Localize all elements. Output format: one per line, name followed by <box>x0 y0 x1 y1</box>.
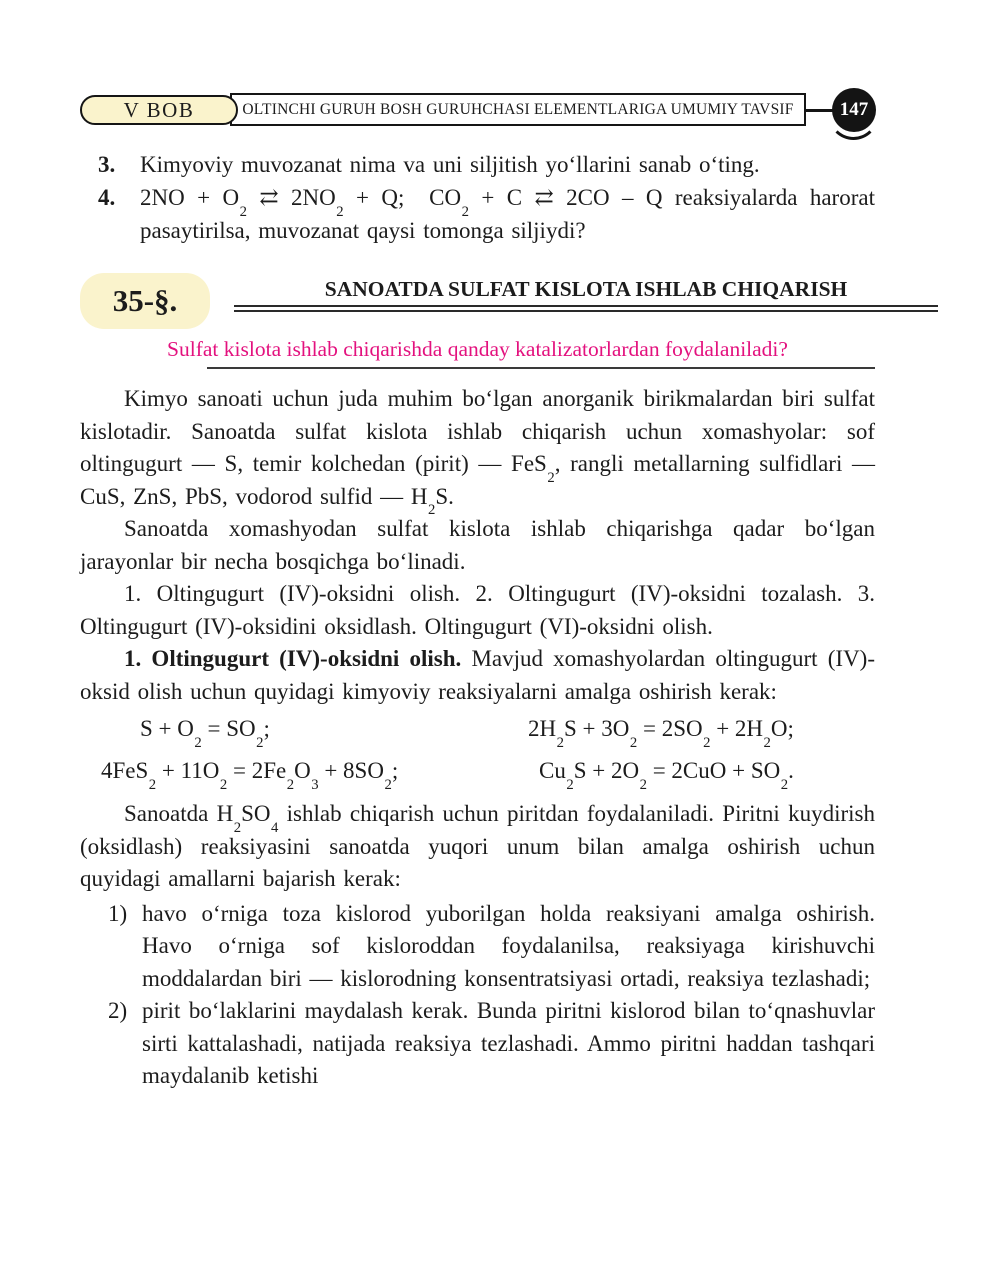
section-title-block <box>234 273 938 329</box>
page-number: 147 <box>832 88 876 132</box>
paragraph-pyrite-usage: Sanoatda $H_2SO_4$ ishlab chiqarish uchun piritdan foydalaniladi. Piritni kuydirish (oksidlash) reaksiyasini sanoatda yuqori unum bilan amalga oshirish uchun quyidagi amallarni bajarish kerak: <box>80 801 875 891</box>
step-number: 1) <box>108 900 128 926</box>
question-text: Kimyoviy muvozanat nima va uni siljitish yo‘llarini sanab o‘ting. <box>140 152 760 177</box>
equation-pyrite: $4FeS_2 + 11O_2 = 2Fe_2O_3 + 8SO_2$; <box>101 758 399 793</box>
section-title: SANOATDA SULFAT KISLOTA ISHLAB CHIQARISH <box>324 277 848 301</box>
lead-question: Sulfat kislota ishlab chiqarishda qanday katalizatorlardan foydalaniladi? <box>167 337 788 361</box>
page-header <box>80 93 875 127</box>
review-question-3 <box>80 148 875 181</box>
lead-question-rule <box>207 367 875 369</box>
paragraph-so2-production <box>80 643 875 708</box>
page-number-badge <box>832 88 876 132</box>
question-text: $2NO + O_2$ ⇄ $2NO_2 + Q$; $CO_2 + C$ ⇄ 2CO – Q reaksiyalarda harorat pasaytirilsa, muvozanat qaysi tomonga siljiydi? <box>140 185 875 243</box>
chapter-badge: V BOB <box>80 95 238 125</box>
step-text: havo o‘rniga toza kislorod yuborilgan holda reaksiyani amalga oshirish. Havo o‘rniga sof kisloroddan foydalanilsa, reaksiyaga kirishuvchi moddalardan biri — kislorodning konsentratsiyasi ortadi, reaksiya tezlashadi; <box>142 900 875 991</box>
equation-hydrogen-sulfide: $2H_2S + 3O_2 = 2SO_2 + 2H_2O$; <box>528 716 794 751</box>
paragraph-stages-list: 1. Oltingugurt (IV)-oksidni olish. 2. Oltingugurt (IV)-oksidni tozalash. 3. Oltingugurt (IV)-oksidini oksidlash. Oltingugurt (VI)-oksidni olish. <box>80 581 875 639</box>
section-number-badge: 35-§. <box>80 273 210 329</box>
review-question-4 <box>80 181 875 247</box>
section-title-rule <box>234 305 938 312</box>
step-number: 2) <box>108 998 128 1023</box>
step-item-2 <box>80 995 875 1093</box>
step-item-1 <box>80 898 875 996</box>
paragraph-bold-lead: 1. Oltingugurt (IV)-oksidni olish. <box>124 646 462 671</box>
question-number: 4. <box>98 185 116 210</box>
question-number: 3. <box>98 152 116 177</box>
step-text: pirit bo‘laklarini maydalash kerak. Bunda piritni kislorod bilan to‘qnashuvlar sirti kattalashadi, natijada reaksiya tezlashadi. Ammo piritni haddan tashqari maydalanib ketishi <box>142 998 875 1088</box>
paragraph-stages-intro: Sanoatda xomashyodan sulfat kislota ishlab chiqarishga qadar bo‘lgan jarayonlar bir necha bosqichga bo‘linadi. <box>80 516 875 574</box>
paragraph-raw-materials: Kimyo sanoati uchun juda muhim bo‘lgan anorganik birikmalardan biri sulfat kislotadir. Sanoatda sulfat kislota ishlab chiqarish uchun xomashyolar: sof oltingugurt — S, temir kolchedan (pirit) — FeS$_2$, rangli metallarning sulfidlari — CuS, ZnS, PbS, vodorod sulfid — $H_2S$. <box>80 386 875 519</box>
paragraph-bold-rest: Mavjud xomashyolardan oltingugurt (IV)-oksid olish uchun quyidagi kimyoviy reaksiyalarni amalga oshirish kerak: <box>80 646 875 704</box>
steps-list <box>80 898 875 1093</box>
equation-copper-sulfide: $Cu_2S + 2O_2 = 2CuO + SO_2$. <box>539 758 794 793</box>
equations-block <box>80 712 875 798</box>
running-title: OLTINCHI GURUH BOSH GURUHCHASI ELEMENTLARIGA UMUMIY TAVSIF <box>242 100 794 118</box>
review-questions-list <box>80 148 875 247</box>
equation-sulfur-oxygen: $S + O_2 = SO_2$; <box>140 716 270 751</box>
section-heading <box>80 273 938 329</box>
header-title-box <box>230 93 806 126</box>
